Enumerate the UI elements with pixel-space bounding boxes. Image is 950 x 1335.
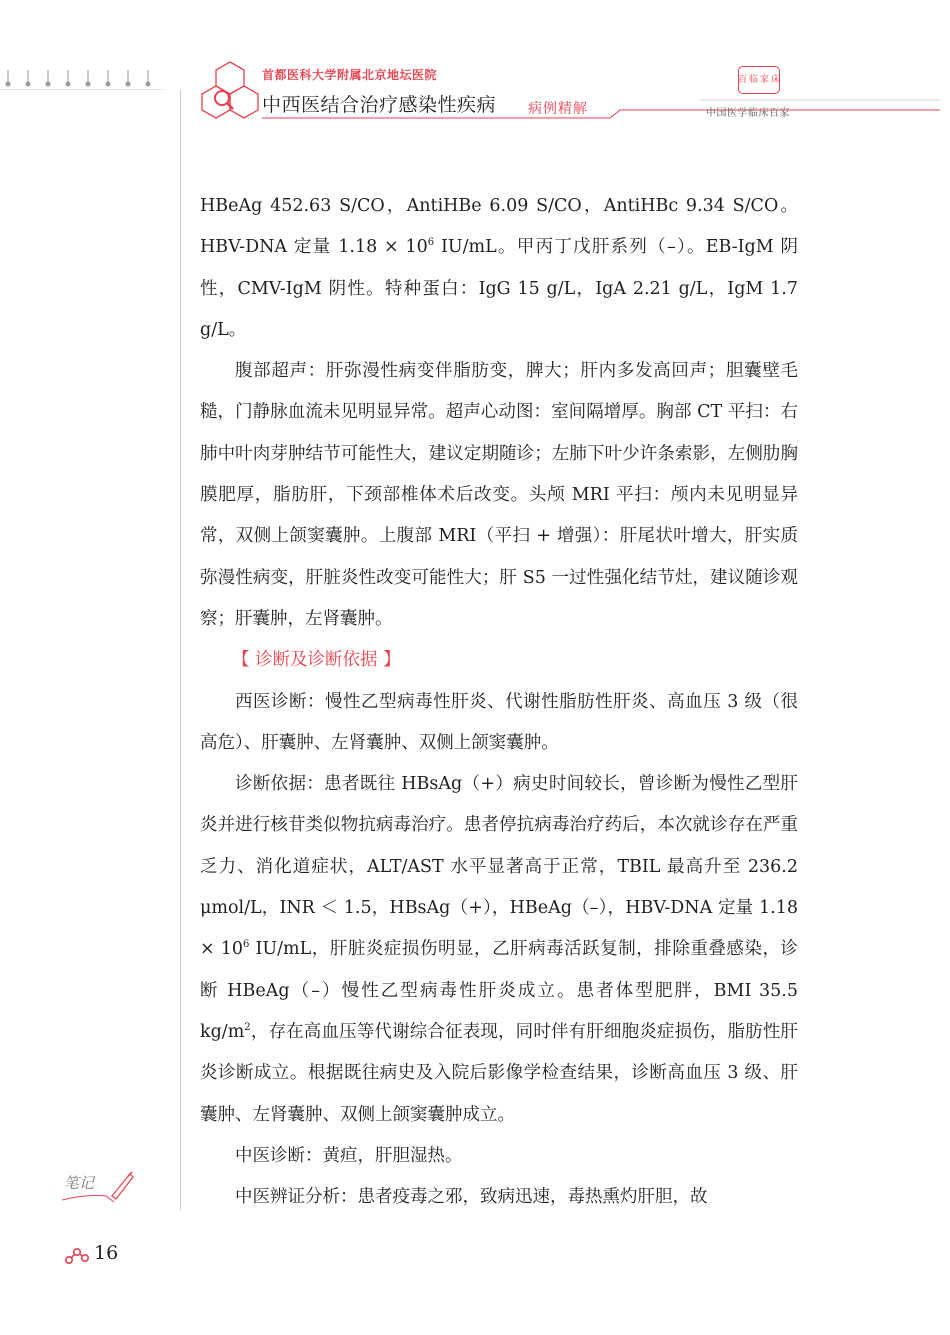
paragraph-tcm-diagnosis: 中医诊断：黄疸，肝胆湿热。 xyxy=(235,1145,463,1166)
margin-ruler-dots xyxy=(0,66,185,90)
paragraph-lab-results xyxy=(200,186,798,351)
paragraph-western-diagnosis: 西医诊断：慢性乙型病毒性肝炎、代谢性脂肪性肝炎、高血压 3 级（很高危）、肝囊肿、左肾囊肿、双侧上颌窦囊肿。 xyxy=(200,691,798,753)
header-rule xyxy=(240,60,940,130)
seal-char: 百 xyxy=(738,74,748,85)
superscript: 6 xyxy=(243,939,250,951)
molecule-icon xyxy=(64,1244,90,1266)
series-title: 中西医结合治疗感染性疾病 xyxy=(262,94,497,116)
superscript: 2 xyxy=(244,1022,251,1034)
text-run: HBeAg 452.63 S/CO，AntiHBe 6.09 S/CO，AntiHBc 9.34 S/CO。HBV-DNA 定量 1.18 × 10 xyxy=(200,196,798,258)
text-run: IU/mL，肝脏炎症损伤明显，乙肝病毒活跃复制，排除重叠感染，诊断 HBeAg（–）慢性乙型病毒性肝炎成立。患者体型肥胖，BMI 35.5 kg/m xyxy=(200,939,798,1042)
page-header xyxy=(0,0,950,140)
seal-char: 临 xyxy=(749,74,759,85)
seal-char: 床 xyxy=(771,74,781,85)
paragraph-tcm-analysis: 中医辨证分析：患者疫毒之邪，致病迅速，毒热熏灼肝胆，故 xyxy=(235,1187,708,1208)
page-number: 16 xyxy=(94,1242,119,1264)
superscript: 6 xyxy=(427,237,435,249)
seal-char: 家 xyxy=(760,74,770,85)
notes-label: 笔记 xyxy=(64,1174,95,1192)
paragraph-imaging: 腹部超声：肝弥漫性病变伴脂肪变，脾大；肝内多发高回声；胆囊壁毛糙，门静脉血流未见明显异常。超声心动图：室间隔增厚。胸部 CT 平扫：右肺中叶肉芽肿结节可能性大，建议定期随诊；左肺下叶少许条索影，左侧肋胸膜肥厚，脂肪肝，下颈部椎体术后改变。头颅 MRI 平扫：颅内未见明显异常，双侧上颌窦囊肿。上腹部 MRI（平扫 + 增强）：肝尾状叶增大，肝实质弥漫性病变，肝脏炎性改变可能性大；肝 S5 一过性强化结节灶，建议随诊观察；肝囊肿，左肾囊肿。 xyxy=(200,361,798,629)
paragraph-diagnostic-basis xyxy=(200,764,798,1136)
notes-pen-icon xyxy=(56,1166,136,1206)
text-run: ，存在高血压等代谢综合征表现，同时伴有肝细胞炎症损伤，脂肪性肝炎诊断成立。根据既往病史及入院后影像学检查结果，诊断高血压 3 级、肝囊肿、左肾囊肿、双侧上颌窦囊肿成立。 xyxy=(200,1021,798,1125)
text-run: 诊断依据：患者既往 HBsAg（+）病史时间较长，曾诊断为慢性乙型肝炎并进行核苷类似物抗病毒治疗。患者停抗病毒治疗药后，本次就诊存在严重乏力、消化道症状，ALT/AST 水平显著高于正常，TBIL 最高升至 236.2 μmol/L，INR ＜ 1.5，HBsAg（+），HBeAg（–），HBV-DNA 定量 1.18 × 10 xyxy=(200,774,798,960)
hospital-name: 首都医科大学附属北京地坛医院 xyxy=(262,68,438,82)
page-body xyxy=(200,186,798,1218)
section-heading: 【 诊断及诊断依据 】 xyxy=(232,650,401,671)
seal-logo xyxy=(738,66,780,94)
text-run: IU/mL。甲丙丁戊肝系列（–）。EB-IgM 阴性，CMV-IgM 阴性。特种蛋白：IgG 15 g/L，IgA 2.21 g/L，IgM 1.7 g/L。 xyxy=(200,237,798,340)
imprint-name: 中国医学临床百家 xyxy=(706,108,790,119)
margin-divider xyxy=(180,90,181,1210)
series-tag: 病例精解 xyxy=(528,101,588,117)
